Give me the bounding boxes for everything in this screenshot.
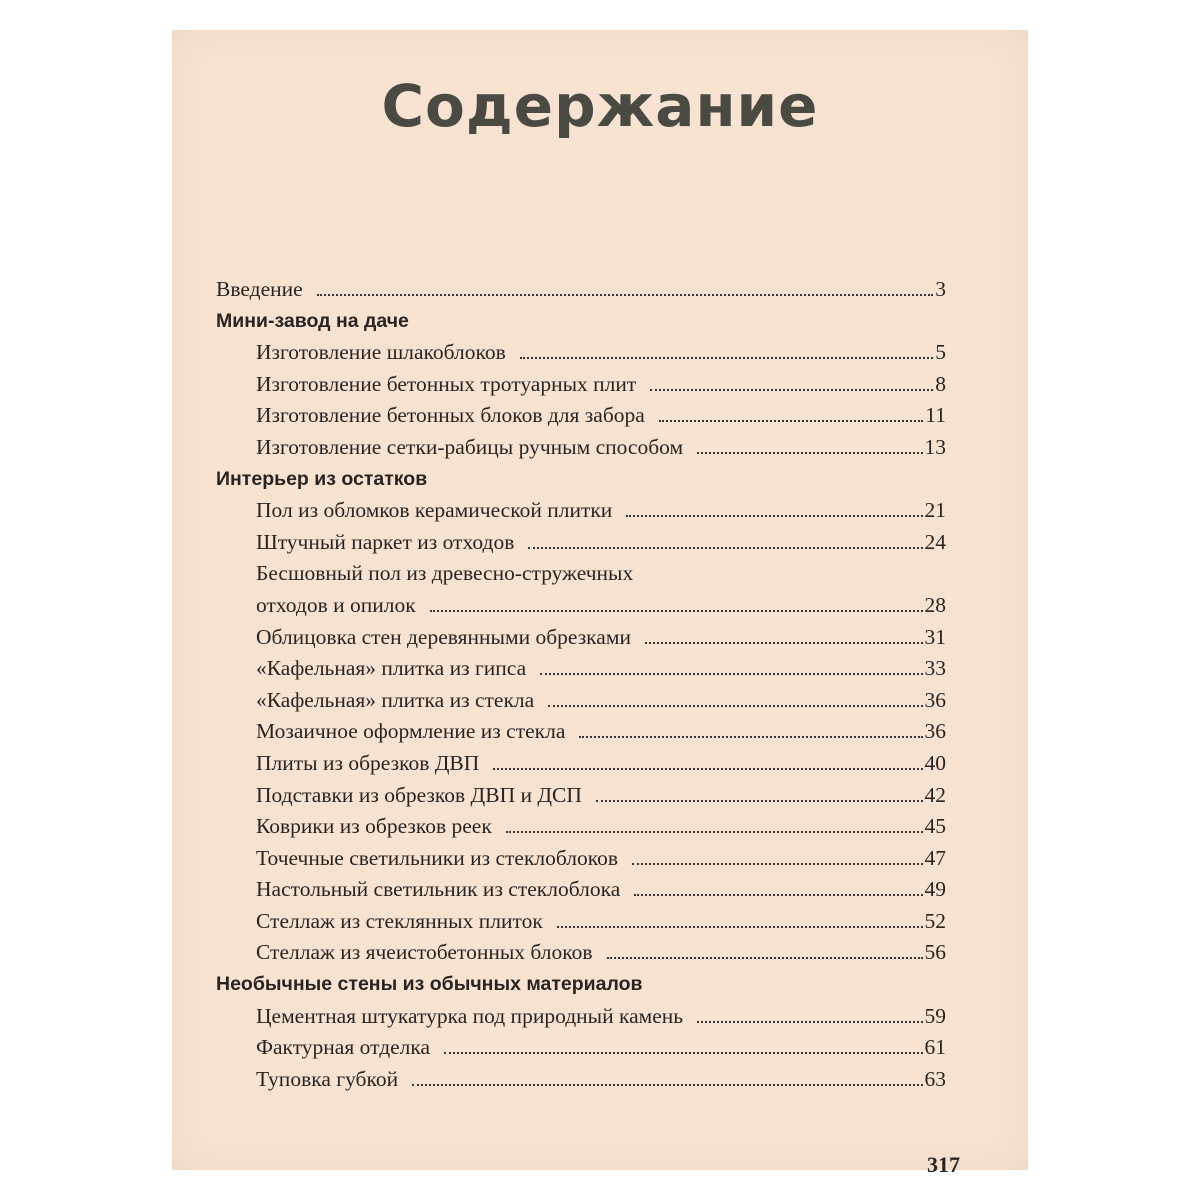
dot-leader	[412, 1084, 922, 1086]
toc-entry-label: Фактурная отделка	[256, 1035, 431, 1060]
toc-entry-label: Изготовление сетки-рабицы ручным способом	[256, 434, 684, 459]
toc-entry	[216, 337, 946, 369]
toc-entry	[216, 369, 946, 401]
toc-entry-page: 8	[935, 371, 946, 396]
toc-entry-page: 36	[924, 687, 946, 712]
toc-entry	[216, 1064, 946, 1096]
toc-entry-label: Изготовление шлакоблоков	[256, 340, 506, 365]
dot-leader	[650, 389, 933, 391]
toc-entry	[216, 527, 946, 559]
toc-entry-label: Точечные светильники из стеклоблоков	[256, 845, 619, 870]
toc-section-heading	[216, 969, 946, 1001]
toc-entry	[216, 274, 946, 306]
toc-entry-label: Подставки из обрезков ДВП и ДСП	[256, 782, 582, 807]
toc-entry-page: 42	[924, 782, 946, 807]
toc-entry-page: 28	[924, 592, 946, 617]
toc-entry	[216, 811, 946, 843]
toc-section-label: Необычные стены из обычных материалов	[216, 973, 643, 996]
dot-leader	[557, 926, 923, 928]
toc-entry-label: Настольный светильник из стеклоблока	[256, 877, 621, 902]
toc-entry-page: 52	[924, 908, 946, 933]
dot-leader	[520, 357, 933, 359]
toc-entry	[216, 590, 946, 622]
toc-entry	[216, 716, 946, 748]
toc-entry	[216, 495, 946, 527]
toc-entry-label: Мозаичное оформление из стекла	[256, 719, 566, 744]
toc-entry-page: 33	[924, 656, 946, 681]
toc-entry-label: Цементная штукатурка под природный камень	[256, 1003, 684, 1028]
table-of-contents	[216, 274, 946, 1095]
toc-entry-label: Плиты из обрезков ДВП	[256, 750, 480, 775]
toc-section-heading	[216, 464, 946, 496]
page-title: Содержание	[381, 72, 819, 140]
dot-leader	[659, 420, 923, 422]
toc-entry-label: Облицовка стен деревянными обрезками	[256, 624, 631, 649]
toc-entry	[216, 400, 946, 432]
toc-entry-page: 5	[935, 340, 946, 365]
toc-entry-label: Штучный паркет из отходов	[256, 529, 515, 554]
dot-leader	[317, 294, 934, 296]
toc-section-label: Интерьер из остатков	[216, 467, 428, 490]
toc-entry-page: 36	[924, 719, 946, 744]
toc-entry	[216, 558, 946, 590]
dot-leader	[634, 894, 922, 896]
dot-leader	[506, 831, 923, 833]
toc-section-heading	[216, 306, 946, 338]
toc-entry-page: 56	[924, 940, 946, 965]
toc-entry-label: Туповка губкой	[256, 1066, 399, 1091]
dot-leader	[607, 957, 923, 959]
dot-leader	[540, 673, 922, 675]
toc-entry-label: «Кафельная» плитка из гипса	[256, 656, 527, 681]
toc-entry-label: Введение	[216, 277, 303, 301]
toc-entry-label: отходов и опилок	[256, 592, 416, 617]
toc-entry-page: 61	[924, 1035, 946, 1060]
dot-leader	[579, 736, 922, 738]
toc-entry-page: 47	[924, 845, 946, 870]
toc-entry-label: Коврики из обрезков реек	[256, 814, 492, 839]
dot-leader	[697, 1021, 922, 1023]
toc-entry	[216, 1032, 946, 1064]
dot-leader	[596, 800, 923, 802]
toc-entry-page: 59	[924, 1003, 946, 1028]
toc-entry	[216, 748, 946, 780]
toc-entry-page: 3	[935, 277, 946, 301]
toc-entry-label: Изготовление бетонных блоков для забора	[256, 403, 645, 428]
toc-entry	[216, 622, 946, 654]
dot-leader	[493, 768, 922, 770]
toc-entry-label: Стеллаж из стеклянных плиток	[256, 908, 543, 933]
toc-entry	[216, 780, 946, 812]
toc-entry	[216, 1001, 946, 1033]
toc-entry-page: 31	[924, 624, 946, 649]
dot-leader	[626, 515, 922, 517]
toc-entry-page: 11	[925, 403, 946, 428]
dot-leader	[528, 547, 922, 549]
toc-entry-label: Стеллаж из ячеистобетонных блоков	[256, 940, 593, 965]
toc-entry-label: Пол из обломков керамической плитки	[256, 498, 613, 523]
dot-leader	[430, 610, 923, 612]
toc-entry	[216, 432, 946, 464]
dot-leader	[444, 1052, 922, 1054]
book-page	[172, 30, 1028, 1177]
dot-leader	[632, 863, 922, 865]
toc-entry-label: Изготовление бетонных тротуарных плит	[256, 371, 637, 396]
toc-entry-label: Бесшовный пол из древесно-стружечных	[256, 561, 634, 586]
toc-entry	[216, 906, 946, 938]
toc-entry-page: 40	[924, 750, 946, 775]
toc-entry-page: 13	[924, 434, 946, 459]
toc-entry	[216, 843, 946, 875]
toc-entry	[216, 874, 946, 906]
page-number: 317	[927, 1152, 960, 1177]
toc-entry	[216, 685, 946, 717]
toc-entry-page: 49	[924, 877, 946, 902]
dot-leader	[697, 452, 922, 454]
toc-entry	[216, 937, 946, 969]
toc-entry-page: 24	[924, 529, 946, 554]
toc-entry-label: «Кафельная» плитка из стекла	[256, 687, 535, 712]
toc-entry-page: 45	[924, 814, 946, 839]
toc-section-label: Мини-завод на даче	[216, 309, 409, 332]
toc-entry-page: 21	[924, 498, 946, 523]
dot-leader	[645, 642, 923, 644]
toc-entry-page: 63	[924, 1066, 946, 1091]
toc-entry	[216, 653, 946, 685]
dot-leader	[548, 705, 922, 707]
